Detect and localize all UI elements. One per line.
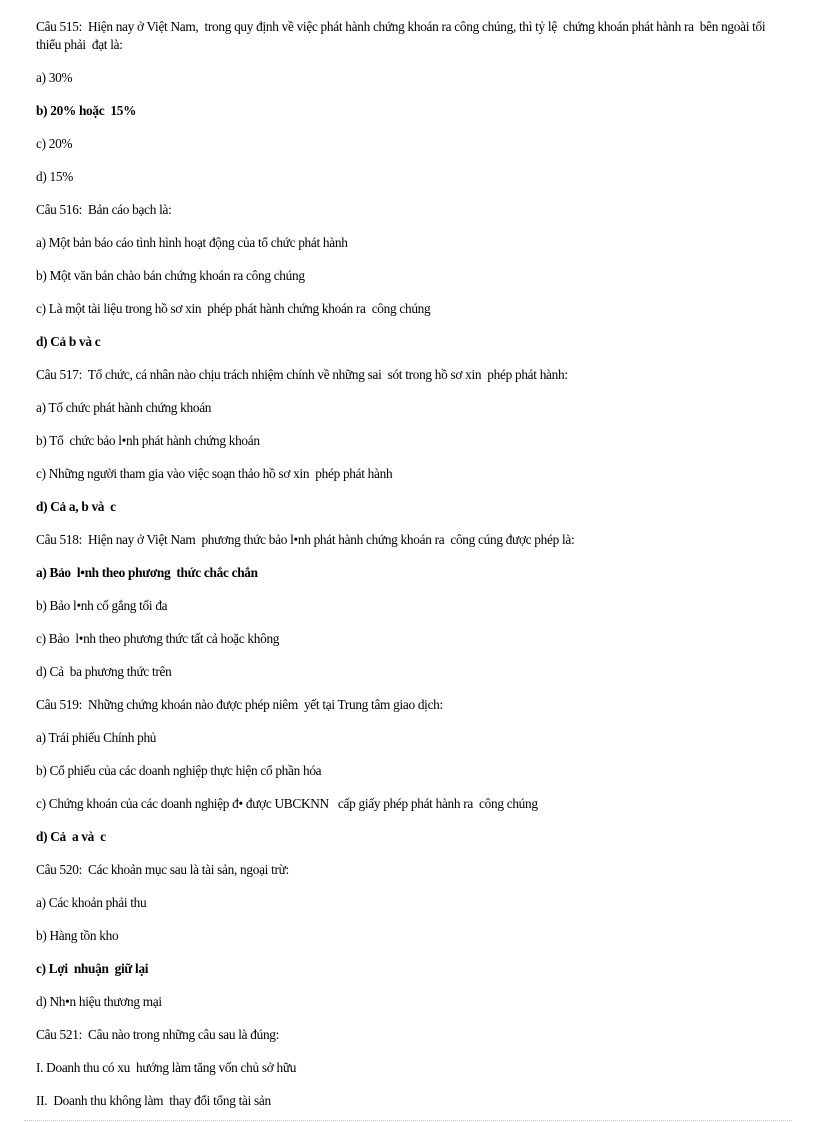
option-515-b-answer: b) 20% hoặc 15% [36,103,137,118]
option-516-c: c) Là một tài liệu trong hồ sơ xin phép phát hành chứng khoán ra công chúng [36,301,431,316]
statement-521-ii: II. Doanh thu không làm thay đổi tổng tài sản [36,1093,271,1108]
question-520: Câu 520: Các khoản mục sau là tài sản, ngoại trừ: [36,862,289,877]
option-519-a: a) Trái phiếu Chính phủ [36,730,157,745]
question-521: Câu 521: Câu nào trong những câu sau là đúng: [36,1027,280,1042]
option-517-d-answer: d) Cả a, b và c [36,499,116,514]
option-517-c: c) Những người tham gia vào việc soạn thảo hồ sơ xin phép phát hành [36,466,393,481]
option-518-b: b) Bảo l•nh cố gắng tối đa [36,598,168,613]
option-518-d: d) Cả ba phương thức trên [36,664,172,679]
option-517-b: b) Tổ chức bảo l•nh phát hành chứng khoán [36,433,260,448]
option-519-d-answer: d) Cả a và c [36,829,106,844]
page-bottom-divider [24,1120,792,1121]
option-515-d: d) 15% [36,169,73,184]
question-517: Câu 517: Tổ chức, cá nhân nào chịu trách nhiệm chính về những sai sót trong hồ sơ xin phép phát hành: [36,367,568,382]
option-517-a: a) Tổ chức phát hành chứng khoán [36,400,212,415]
option-520-c-answer: c) Lợi nhuận giữ lại [36,961,149,976]
option-520-a: a) Các khoản phải thu [36,895,147,910]
option-515-c: c) 20% [36,136,73,151]
option-515-a: a) 30% [36,70,73,85]
option-516-b: b) Một văn bản chào bán chứng khoán ra công chúng [36,268,305,283]
statement-521-i: I. Doanh thu có xu hướng làm tăng vốn chủ sở hữu [36,1060,297,1075]
option-519-c: c) Chứng khoán của các doanh nghiệp đ• được UBCKNN cấp giấy phép phát hành ra công chúng [36,796,538,811]
question-515: Câu 515: Hiện nay ở Việt Nam, trong quy định về việc phát hành chứng khoán ra công chúng, thì tỷ lệ chứng khoán phát hành ra bên ngoài tối thiểu phải đạt là: [36,19,769,52]
option-516-d-answer: d) Cả b và c [36,334,101,349]
question-519: Câu 519: Những chứng khoán nào được phép niêm yết tại Trung tâm giao dịch: [36,697,443,712]
option-520-d: d) Nh•n hiệu thương mại [36,994,162,1009]
option-520-b: b) Hàng tồn kho [36,928,119,943]
option-518-c: c) Bảo l•nh theo phương thức tất cả hoặc không [36,631,280,646]
question-516: Câu 516: Bản cáo bạch là: [36,202,172,217]
question-518: Câu 518: Hiện nay ở Việt Nam phương thức bảo l•nh phát hành chứng khoán ra công cúng được phép là: [36,532,575,547]
option-518-a-answer: a) Bảo l•nh theo phương thức chắc chắn [36,565,258,580]
option-519-b: b) Cổ phiếu của các doanh nghiệp thực hiện cổ phần hóa [36,763,322,778]
option-516-a: a) Một bản báo cáo tình hình hoạt động của tổ chức phát hành [36,235,348,250]
